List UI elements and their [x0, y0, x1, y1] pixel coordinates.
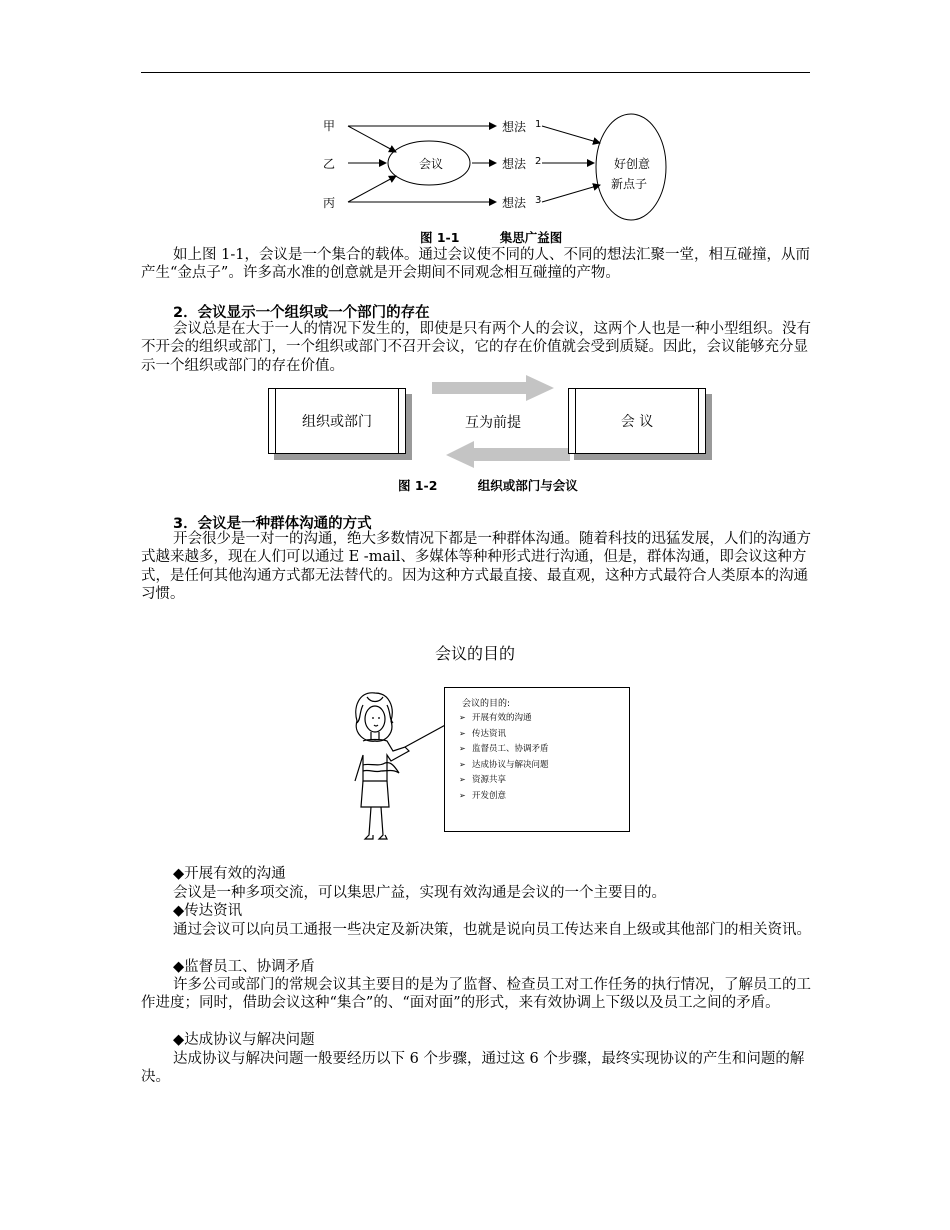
- presenter-woman-illustration: [345, 685, 455, 845]
- header-rule: [141, 72, 810, 73]
- figure-1-2: [268, 375, 728, 470]
- caption-number: 图 1-1: [420, 230, 460, 245]
- idea-3-num: 3: [535, 195, 542, 206]
- paragraph-2-text: 会议总是在大于一人的情况下发生的，即使是只有两个人的会议，这两个人也是一种小型组织。没有不开会的组织或部门，一个组织或部门不召开会议，它的存在价值就会受到质疑。因此，会议能够充分显示一个组织或部门的存在价值。: [141, 321, 811, 374]
- arrow-right: [432, 375, 554, 401]
- caption-title: 集思广益图: [499, 230, 563, 245]
- section-heading-3: 3．会议是一种群体沟通的方式: [173, 516, 372, 532]
- idea-1-num: 1: [535, 119, 542, 130]
- section-heading-2: 2．会议显示一个组织或一个部门的存在: [173, 305, 430, 321]
- result-line-2: 新点子: [611, 177, 648, 191]
- meeting-box-label: 会 议: [620, 414, 654, 430]
- arrow-bing-to-meeting: [348, 176, 396, 202]
- caption-number-2: 图 1-2: [398, 478, 438, 493]
- slide-item-text: 监督员工、协调矛盾: [472, 744, 549, 754]
- slide-item-text: 开展有效的沟通: [472, 713, 532, 723]
- slide-item: [459, 788, 549, 804]
- idea-2-num: 2: [535, 156, 542, 167]
- section-title-agreement: [141, 1031, 811, 1049]
- section-body-text: 许多公司或部门的常规会议其主要目的是为了监督、检查员工对工作任务的执行情况，了解员工的工作进度；同时，借助会议这种“集合”的、“面对面”的形式，来有效协调上下级以及员工之间的矛盾。: [141, 977, 811, 1012]
- arrow-idea3-to-result: [542, 185, 600, 202]
- slide-item-text: 传达资讯: [472, 728, 507, 739]
- paragraph-1: [141, 246, 811, 283]
- arrow-bullet-icon: ➢: [459, 790, 466, 800]
- section-title-information: [141, 902, 811, 920]
- section-title-supervise: [141, 958, 811, 976]
- slide-content-box: [444, 687, 630, 832]
- slide-item: [459, 741, 549, 757]
- slide-item: [459, 710, 549, 726]
- idea-1-label: 想法: [502, 120, 527, 134]
- paragraph-1-text: 如上图 1-1，会议是一个集合的载体。通过会议使不同的人、不同的想法汇聚一堂，相互碰撞，从而产生“金点子”。许多高水准的创意就是开会期间不同观念相互碰撞的产物。: [141, 247, 810, 282]
- section-body-text: 通过会议可以向员工通报一些决定及新决策，也就是说向员工传达来自上级或其他部门的相关资讯。: [173, 922, 811, 938]
- slide-item: [459, 726, 549, 742]
- slide-item: [459, 772, 549, 788]
- person-yi: 乙: [323, 157, 336, 171]
- section-title-text: ◆传达资讯: [173, 903, 243, 919]
- arrow-bullet-icon: ➢: [459, 744, 466, 753]
- section-body-supervise: [141, 976, 811, 1013]
- slide-title: 会议的目的: [434, 644, 515, 663]
- arrow-bullet-icon: ➢: [459, 713, 466, 722]
- arrow-jia-to-meeting: [348, 126, 396, 152]
- section-title-communication: [141, 865, 811, 883]
- paragraph-3: [141, 530, 811, 604]
- meeting-label: 会议: [419, 157, 444, 171]
- slide-items: [459, 710, 549, 803]
- org-dept-box: [268, 388, 406, 454]
- section-body-communication: [141, 884, 811, 902]
- paragraph-2: [141, 320, 811, 375]
- slide-item-text: 资源共享: [472, 775, 507, 785]
- section-body-text: 会议是一种多项交流，可以集思广益，实现有效沟通是会议的一个主要目的。: [173, 885, 666, 901]
- arrow-bullet-icon: ➢: [459, 728, 466, 738]
- section-body-agreement: [141, 1050, 811, 1087]
- idea-3-label: 想法: [502, 196, 527, 210]
- paragraph-3-text: 开会很少是一对一的沟通，绝大多数情况下都是一种群体沟通。随着科技的迅猛发展，人们的沟通方式越来越多，现在人们可以通过 E -mail、多媒体等种种形式进行沟通，但是，群体沟通，即会议这种方式，是任何其他沟通方式都无法替代的。因为这种方式最直接、最直观，这种方式最符合人类原本的沟通习惯。: [141, 531, 811, 603]
- slide-item-text: 达成协议与解决问题: [472, 759, 549, 770]
- slide-item-text: 开发创意: [472, 790, 507, 801]
- arrow-idea1-to-result: [542, 126, 600, 143]
- arrow-bullet-icon: ➢: [459, 775, 466, 784]
- slide-box-title: 会议的目的:: [462, 699, 511, 709]
- arrow-bullet-icon: ➢: [459, 759, 466, 769]
- arrow-left: [446, 441, 570, 468]
- idea-2-label: 想法: [502, 157, 527, 171]
- figure-1-1: [300, 105, 680, 225]
- meeting-box: [568, 388, 706, 454]
- section-body-text: 达成协议与解决问题一般要经历以下 6 个步骤，通过这 6 个步骤，最终实现协议的产生和问题的解决。: [141, 1051, 805, 1086]
- mutual-premise-label: 互为前提: [465, 415, 521, 431]
- person-jia: 甲: [323, 119, 336, 133]
- person-bing: 丙: [323, 196, 336, 210]
- figure-1-1-caption: [420, 228, 562, 246]
- org-dept-label: 组织或部门: [302, 414, 372, 430]
- slide-item: [459, 757, 549, 773]
- caption-title-2: 组织或部门与会议: [477, 478, 578, 493]
- section-title-text: ◆开展有效的沟通: [173, 866, 286, 882]
- result-line-1: 好创意: [614, 157, 651, 171]
- section-title-text: ◆达成协议与解决问题: [173, 1032, 315, 1048]
- figure-1-2-caption: [398, 476, 578, 494]
- section-body-information: [141, 921, 811, 939]
- section-title-text: ◆监督员工、协调矛盾: [173, 959, 315, 975]
